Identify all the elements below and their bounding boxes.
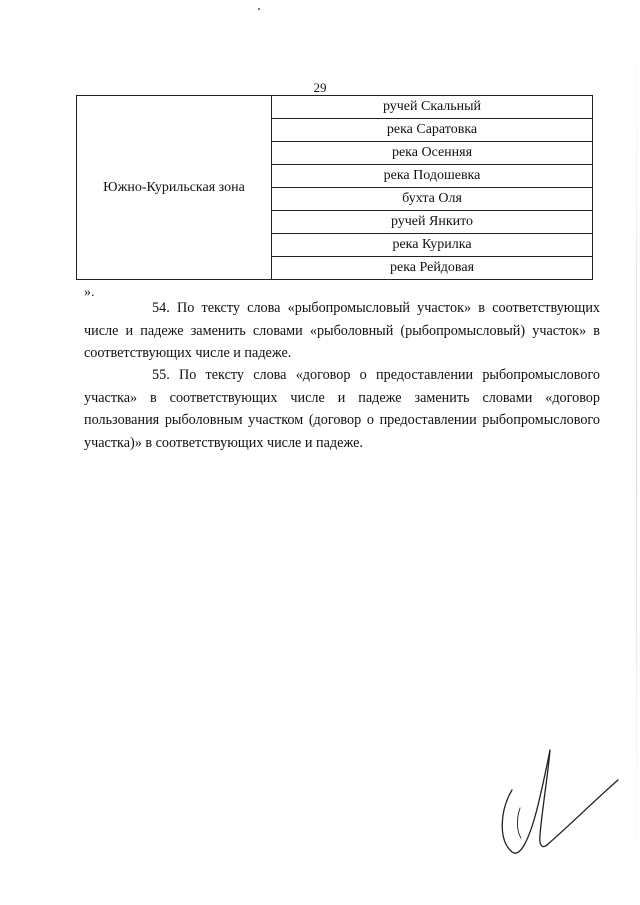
paragraph-text: По тексту слова «договор о предоставлении рыбопромыслового участка» в соответствующих числе и падеже заменить словами «договор пользования рыболовным участком (договор о предоставлении рыбопромыслового участка)» в соответствующих числе и падеже. bbox=[84, 367, 601, 451]
paragraph-number: 54. bbox=[152, 300, 170, 316]
paragraph-54 bbox=[84, 297, 600, 365]
paragraph-text: По тексту слова «рыбопромысловый участок» в соответствующих числе и падеже заменить словами «рыболовный (рыбопромысловый) участок» в соответствующих числе и падеже. bbox=[84, 300, 601, 361]
page-number: 29 bbox=[313, 80, 327, 95]
paragraph-number: 55. bbox=[152, 367, 170, 383]
location-cell: река Курилка bbox=[272, 234, 593, 257]
paragraph-55 bbox=[84, 364, 600, 454]
table-row bbox=[77, 96, 593, 119]
location-cell: река Рейдовая bbox=[272, 257, 593, 280]
zone-name-cell: Южно-Курильская зона bbox=[77, 96, 272, 280]
location-cell: река Саратовка bbox=[272, 119, 593, 142]
location-cell: река Осенняя bbox=[272, 142, 593, 165]
zone-table bbox=[76, 95, 593, 280]
handwritten-signature bbox=[490, 740, 620, 860]
location-cell: ручей Янкито bbox=[272, 211, 593, 234]
closing-quote: ». bbox=[84, 285, 95, 300]
scan-speck bbox=[258, 8, 260, 10]
scan-edge bbox=[636, 20, 637, 880]
location-cell: ручей Скальный bbox=[272, 96, 593, 119]
location-cell: бухта Оля bbox=[272, 188, 593, 211]
location-cell: река Подошевка bbox=[272, 165, 593, 188]
